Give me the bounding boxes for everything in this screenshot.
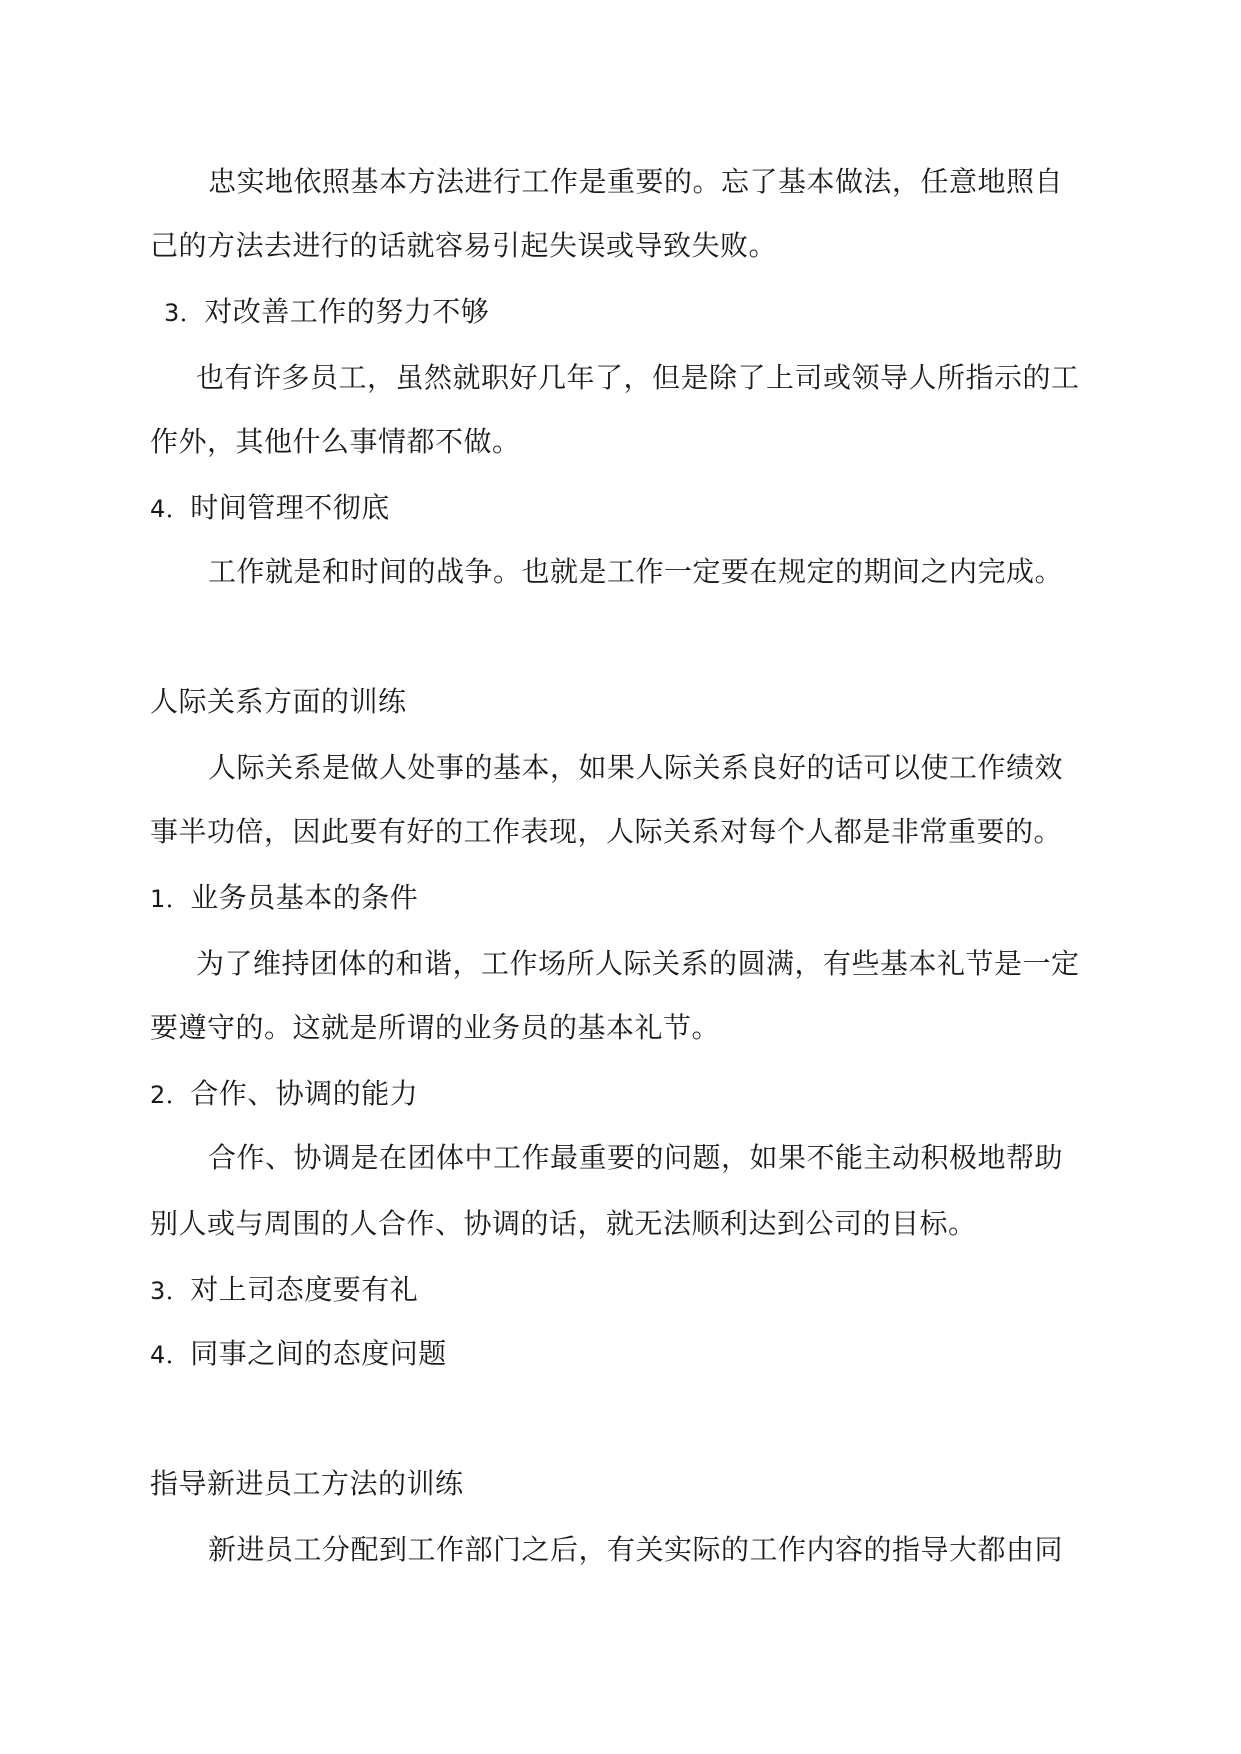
paragraph-line: 作外，其他什么事情都不做。: [150, 425, 521, 458]
section-heading: 指导新进员工方法的训练: [150, 1467, 464, 1500]
paragraph-line: 己的方法去进行的话就容易引起失误或导致失败。: [150, 229, 778, 262]
list-item-1: [150, 878, 1100, 919]
paragraph-line: 人际关系是做人处事的基本，如果人际关系良好的话可以使工作绩效: [208, 751, 1064, 784]
paragraph-line: 事半功倍，因此要有好的工作表现，人际关系对每个人都是非常重要的。: [150, 815, 1063, 848]
section-heading: 人际关系方面的训练: [150, 685, 407, 718]
list-number: 3．: [150, 1277, 191, 1305]
list-item-3: [150, 1270, 1100, 1311]
list-item-label: 对改善工作的努力不够: [204, 295, 490, 328]
paragraph-line: 要遵守的。这就是所谓的业务员的基本礼节。: [150, 1011, 721, 1044]
list-item-2: [150, 1074, 1100, 1115]
list-item-label: 合作、协调的能力: [190, 1077, 419, 1110]
paragraph-line: 别人或与周围的人合作、协调的话，就无法顺利达到公司的目标。: [150, 1207, 977, 1240]
paragraph-line: 合作、协调是在团体中工作最重要的问题，如果不能主动积极地帮助: [208, 1141, 1064, 1174]
list-number: 4．: [150, 495, 191, 523]
list-item-label: 同事之间的态度问题: [190, 1337, 447, 1370]
list-number: 3．: [164, 299, 205, 327]
list-item-3: [164, 292, 1114, 333]
list-item-4: [150, 1334, 1100, 1375]
list-item-label: 对上司态度要有礼: [190, 1273, 419, 1306]
paragraph-line: 为了维持团体的和谐，工作场所人际关系的圆满，有些基本礼节是一定: [196, 947, 1080, 980]
list-number: 2．: [150, 1081, 191, 1109]
list-item-label: 业务员基本的条件: [190, 881, 419, 914]
paragraph-line: 工作就是和时间的战争。也就是工作一定要在规定的期间之内完成。: [208, 555, 1064, 588]
list-item-label: 时间管理不彻底: [190, 491, 390, 524]
list-number: 1．: [150, 885, 191, 913]
paragraph-line: 新进员工分配到工作部门之后，有关实际的工作内容的指导大都由同: [208, 1533, 1064, 1566]
paragraph-line: 忠实地依照基本方法进行工作是重要的。忘了基本做法，任意地照自: [208, 165, 1064, 198]
list-item-4: [150, 488, 1100, 529]
paragraph-line: 也有许多员工，虽然就职好几年了，但是除了上司或领导人所指示的工: [196, 361, 1080, 394]
list-number: 4．: [150, 1341, 191, 1369]
